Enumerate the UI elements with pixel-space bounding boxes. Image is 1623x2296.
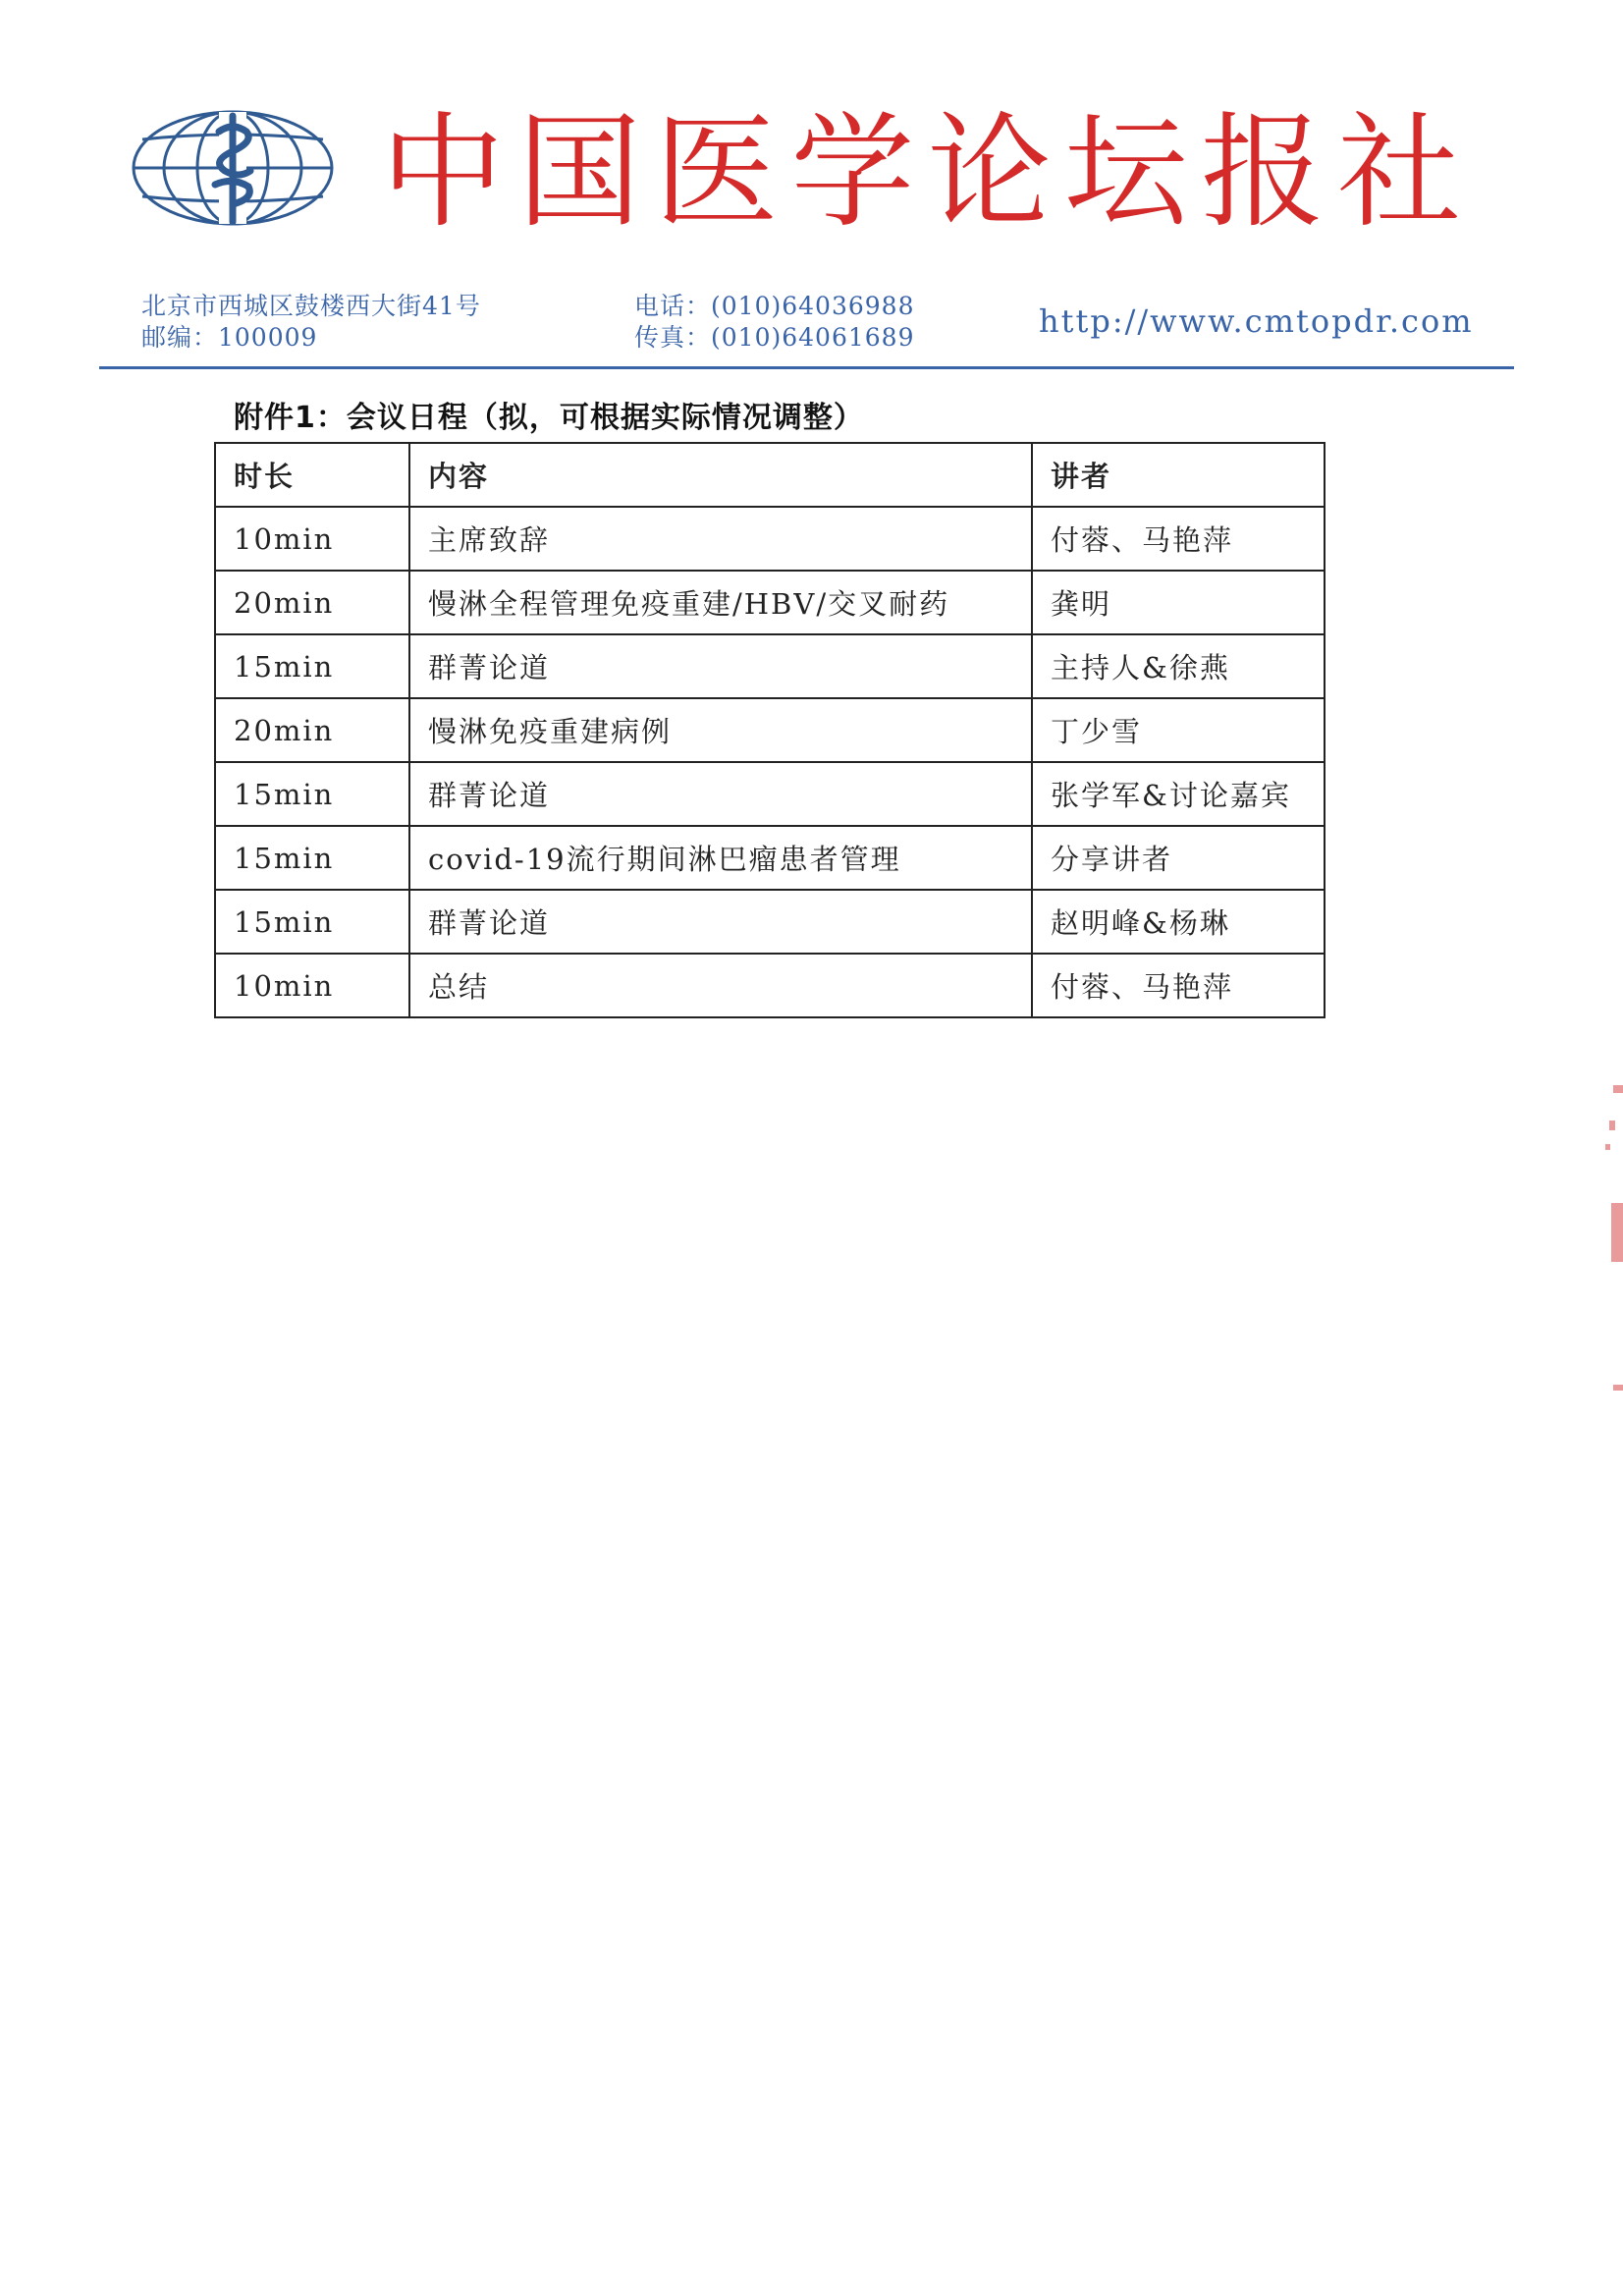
org-name-char: 报 xyxy=(1200,100,1325,245)
header-content: 内容 xyxy=(409,443,1032,507)
table-row xyxy=(215,890,1325,954)
content-cell: 群菁论道 xyxy=(409,890,1032,954)
speaker-cell: 付蓉、马艳萍 xyxy=(1032,954,1325,1017)
seal-fragment-mark xyxy=(1601,1085,1623,1399)
table-row xyxy=(215,762,1325,826)
content-cell: 慢淋全程管理免疫重建/HBV/交叉耐药 xyxy=(409,571,1032,634)
duration-cell: 15min xyxy=(215,634,409,698)
table-row xyxy=(215,826,1325,890)
org-name-char: 国 xyxy=(517,100,642,245)
organization-name xyxy=(381,100,1461,245)
content-cell: 群菁论道 xyxy=(409,634,1032,698)
phone-number: 电话：(010)64036988 xyxy=(634,292,915,320)
duration-cell: 15min xyxy=(215,762,409,826)
content-cell: covid-19流行期间淋巴瘤患者管理 xyxy=(409,826,1032,890)
table-row xyxy=(215,634,1325,698)
header-speaker: 讲者 xyxy=(1032,443,1325,507)
postcode: 邮编：100009 xyxy=(141,323,318,352)
content-cell: 总结 xyxy=(409,954,1032,1017)
website-link[interactable]: http://www.cmtopdr.com xyxy=(1039,302,1474,340)
org-name-char: 中 xyxy=(381,100,505,245)
attachment-title: 附件1：会议日程（拟，可根据实际情况调整） xyxy=(234,401,864,435)
speaker-cell: 丁少雪 xyxy=(1032,698,1325,762)
duration-cell: 10min xyxy=(215,954,409,1017)
header-duration: 时长 xyxy=(215,443,409,507)
speaker-cell: 分享讲者 xyxy=(1032,826,1325,890)
schedule-table xyxy=(214,442,1325,1018)
table-header-row xyxy=(215,443,1325,507)
duration-cell: 20min xyxy=(215,571,409,634)
org-name-char: 学 xyxy=(790,100,915,245)
table-row xyxy=(215,507,1325,571)
content-cell: 慢淋免疫重建病例 xyxy=(409,698,1032,762)
org-name-char: 医 xyxy=(654,100,779,245)
speaker-cell: 赵明峰&杨琳 xyxy=(1032,890,1325,954)
speaker-cell: 龚明 xyxy=(1032,571,1325,634)
org-name-char: 坛 xyxy=(1063,100,1188,245)
org-name-char: 社 xyxy=(1336,100,1461,245)
globe-caduceus-logo xyxy=(131,108,335,228)
speaker-cell: 张学军&讨论嘉宾 xyxy=(1032,762,1325,826)
duration-cell: 10min xyxy=(215,507,409,571)
org-name-char: 论 xyxy=(927,100,1052,245)
duration-cell: 15min xyxy=(215,826,409,890)
content-cell: 群菁论道 xyxy=(409,762,1032,826)
speaker-cell: 主持人&徐燕 xyxy=(1032,634,1325,698)
table-row xyxy=(215,571,1325,634)
content-cell: 主席致辞 xyxy=(409,507,1032,571)
table-row xyxy=(215,954,1325,1017)
duration-cell: 15min xyxy=(215,890,409,954)
speaker-cell: 付蓉、马艳萍 xyxy=(1032,507,1325,571)
duration-cell: 20min xyxy=(215,698,409,762)
table-row xyxy=(215,698,1325,762)
letterhead-divider xyxy=(99,366,1514,369)
fax-number: 传真：(010)64061689 xyxy=(634,323,915,352)
address: 北京市西城区鼓楼西大街41号 xyxy=(141,292,481,320)
